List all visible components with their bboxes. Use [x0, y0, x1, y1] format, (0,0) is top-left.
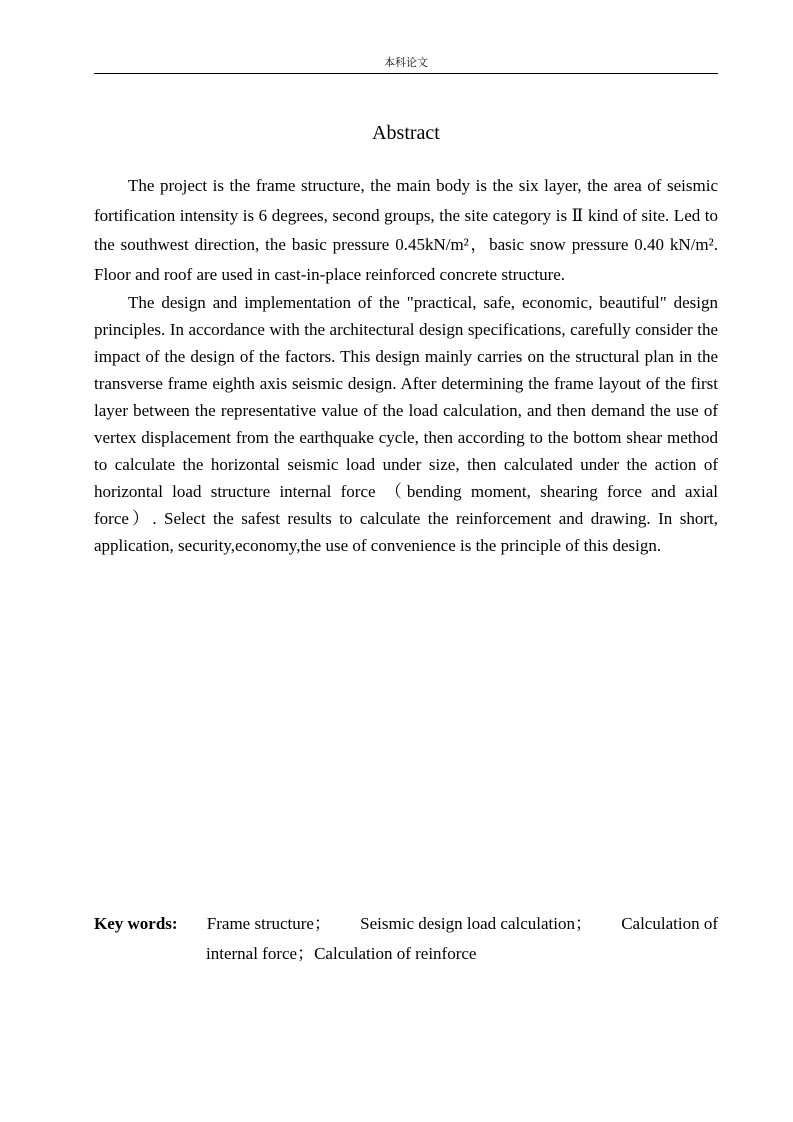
abstract-title: Abstract: [372, 122, 440, 144]
running-header: 本科论文: [384, 56, 428, 69]
keywords-section: [94, 909, 718, 969]
keyword-item: Seismic design load calculation；: [360, 914, 592, 933]
abstract-paragraph-2: The design and implementation of the "practical, safe, economic, beautiful" design principles. In accordance with the architectural design specifications, carefully consider the impact of the design of the factors. This design mainly carries on the structural plan in the transverse frame eighth axis seismic design. After determining the frame layout of the first layer between the representative value of the load calculation, and then demand the use of vertex displacement from the earthquake cycle, then according to the bottom shear method to calculate the horizontal seismic load under size, then calculated under the action of horizontal load structure internal force （bending moment, shearing force and axial force）. Select the safest results to calculate the reinforcement and drawing. In short, application, security,economy,the use of convenience is the principle of this design.: [94, 293, 718, 555]
keywords-line-1: [94, 909, 718, 939]
keyword-item: Frame structure；: [206, 914, 331, 933]
keywords-label: Key words:: [94, 914, 178, 933]
keyword-item: Calculation of: [621, 914, 718, 933]
abstract-paragraph-1: The project is the frame structure, the main body is the six layer, the area of seismic fortification intensity is 6 degrees, second groups, the site category is Ⅱ kind of site. Led to the southwest direction, the basic pressure 0.45kN/m²，basic snow pressure 0.40 kN/m². Floor and roof are used in cast-in-place reinforced concrete structure.: [94, 176, 718, 284]
keyword-item: internal force；Calculation of reinforce: [206, 944, 477, 963]
header-rule: [94, 73, 718, 74]
keywords-line-2: [94, 939, 718, 969]
abstract-body: [94, 171, 718, 559]
